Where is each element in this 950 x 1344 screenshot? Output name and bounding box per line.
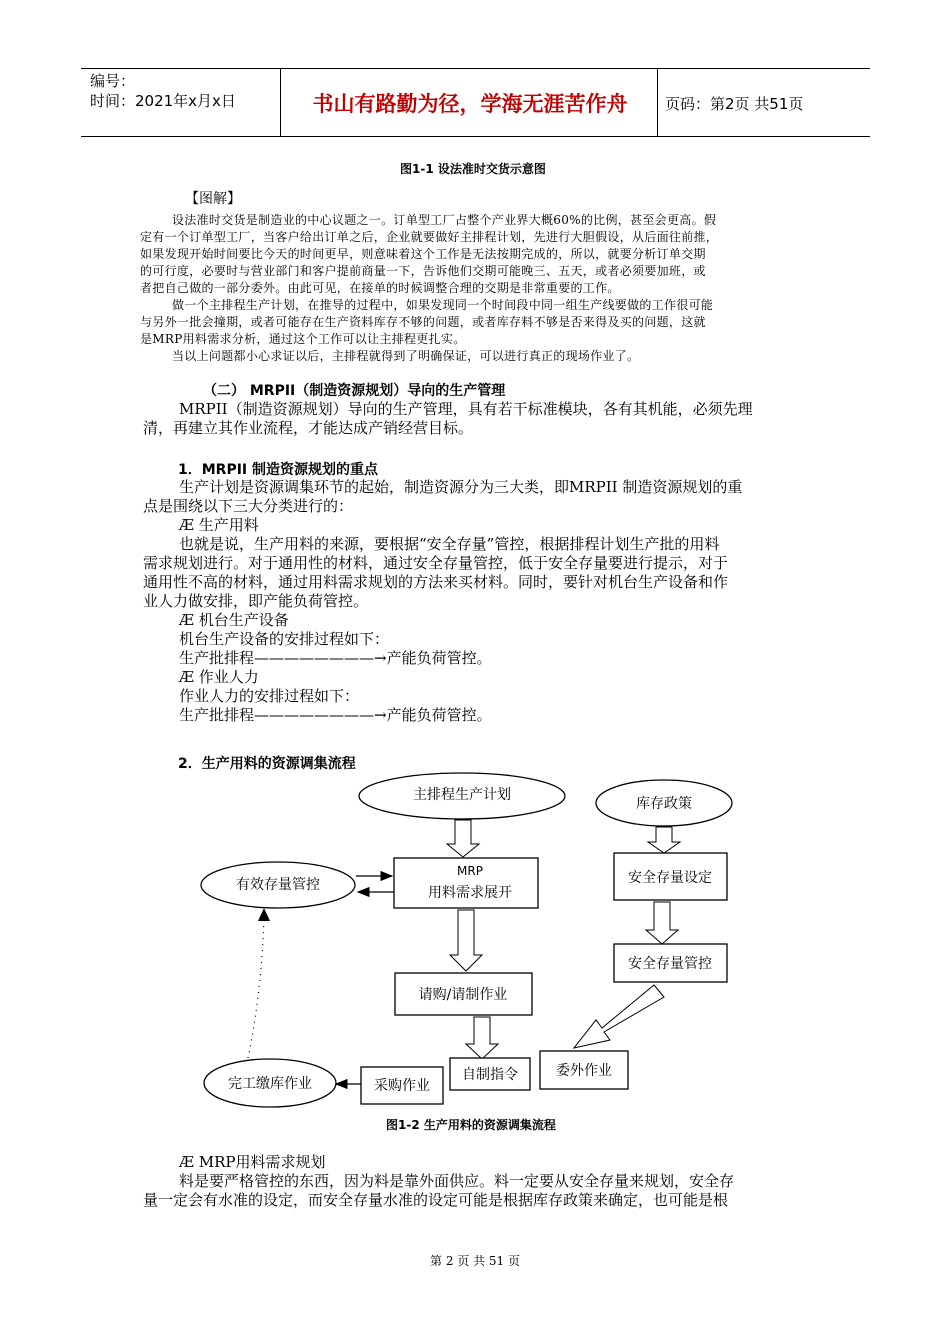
flow-arrow xyxy=(648,827,680,853)
explain-line: 定有一个订单型工厂，当客户给出订单之后，企业就要做好主排程计划，先进行大胆假设，从后面往前推， xyxy=(140,230,719,244)
completion-label: 完工缴库作业 xyxy=(228,1076,312,1092)
explain-line: 与另外一批会撞期，或者可能存在生产资料库存不够的问题，或者库存料不够是否来得及买的问题，这就 xyxy=(140,315,706,329)
explain-line: 设法准时交货是制造业的中心议题之一。订单型工厂占整个产业界大概60%的比例，甚至会更高。假 xyxy=(172,213,717,227)
mrp-label: MRP xyxy=(457,864,483,878)
section-heading: （二） MRPII（制造资源规划）导向的生产管理 xyxy=(203,383,506,399)
body-line: 业人力做安排，即产能负荷管控。 xyxy=(143,592,369,610)
flow-arrow xyxy=(447,820,479,857)
explain-line: 者把自己做的一部分委外。由此可见，在接单的时候调整合理的交期是非常重要的工作。 xyxy=(140,281,620,295)
intro-line: MRPII（制造资源规划）导向的生产管理，具有若干标准模块，各有其机能，必须先理 xyxy=(179,400,753,418)
subsection-body xyxy=(143,478,833,725)
explain-line: 如果发现开始时间要比今天的时间更早，则意味着这个工作是无法按期完成的，所以，就要分析订单交期 xyxy=(140,247,706,261)
intro-line: 清，再建立其作业流程，才能达成产销经营目标。 xyxy=(143,419,474,437)
master-plan-label: 主排程生产计划 xyxy=(413,787,511,803)
figure-caption: 图1-2 生产用料的资源调集流程 xyxy=(386,1118,556,1132)
page-footer: 第 2 页 共 51 页 xyxy=(430,1254,520,1268)
figure-caption: 图1-1 设法准时交货示意图 xyxy=(400,162,546,176)
body-line: 需求规划进行。对于通用性的材料，通过安全存量管控，低于安全存量要进行提示，对于 xyxy=(143,554,729,572)
flow-arrow xyxy=(646,902,678,944)
body-line: 机台生产设备的安排过程如下： xyxy=(179,630,390,648)
explain-line: 的可行度，必要时与营业部门和客户提前商量一下，告诉他们交期可能晚三、五天，或者必须要加班，或 xyxy=(140,264,706,278)
inventory-policy-label: 库存政策 xyxy=(636,796,692,812)
bullet-item: Æ 作业人力 xyxy=(179,668,259,686)
effective-stock-label: 有效存量管控 xyxy=(236,877,320,893)
flow-feedback-line xyxy=(248,915,264,1058)
flow-arrow xyxy=(258,908,270,921)
body-line: 生产计划是资源调集环节的起始，制造资源分为三大类，即MRPII 制造资源规划的重 xyxy=(179,478,743,496)
purchasing-label: 采购作业 xyxy=(374,1078,430,1094)
bullet-item: Æ 机台生产设备 xyxy=(179,611,289,629)
header-motto: 书山有路勤为径，学海无涯苦作舟 xyxy=(312,92,628,116)
purchase-request-label: 请购/请制作业 xyxy=(418,987,508,1003)
flow-arrow xyxy=(450,910,482,971)
safety-control-label: 安全存量管控 xyxy=(628,956,712,972)
header-divider xyxy=(657,68,658,136)
body-line: 作业人力的安排过程如下： xyxy=(179,687,360,705)
flow-arrow xyxy=(574,985,664,1048)
body-line: 量一定会有水准的设定，而安全存量水准的设定可能是根据库存政策来确定，也可能是根 xyxy=(143,1191,729,1209)
explain-line: 做一个主排程生产计划，在推导的过程中，如果发现同一个时间段中同一组生产线要做的工作很可能 xyxy=(172,298,714,312)
document-number: 编号： xyxy=(90,72,136,90)
body-line: 点是围绕以下三大分类进行的： xyxy=(143,497,354,515)
flow-diagram xyxy=(0,770,950,1110)
mrp-label: 用料需求展开 xyxy=(428,885,512,901)
subsection-heading: 2．生产用料的资源调集流程 xyxy=(178,756,356,772)
explain-title: 【图解】 xyxy=(185,191,241,207)
explain-line: 是MRP用料需求分析，通过这个工作可以让主排程更扎实。 xyxy=(140,332,466,346)
mrp-section xyxy=(143,1153,833,1210)
flow-arrow xyxy=(466,1017,498,1059)
section-intro xyxy=(143,400,823,438)
explain-line: 当以上问题都小心求证以后，主排程就得到了明确保证，可以进行真正的现场作业了。 xyxy=(172,349,640,363)
body-line: 料是要严格管控的东西，因为料是靠外面供应。料一定要从安全存量来规划，安全存 xyxy=(179,1172,735,1190)
bullet-item: Æ MRP用料需求规划 xyxy=(179,1153,326,1171)
explain-paragraph xyxy=(140,212,820,365)
body-line: 也就是说，生产用料的来源，要根据“安全存量”管控，根据排程计划生产批的用料 xyxy=(179,535,720,553)
body-line: 生产批排程————————→产能负荷管控。 xyxy=(179,706,492,724)
header-divider xyxy=(280,68,281,136)
outsourcing-label: 委外作业 xyxy=(556,1063,612,1079)
document-date: 时间：2021年x月x日 xyxy=(90,92,236,110)
body-line: 生产批排程————————→产能负荷管控。 xyxy=(179,649,492,667)
page-info: 页码：第2页 共51页 xyxy=(665,95,804,113)
self-order-label: 自制指令 xyxy=(462,1067,518,1083)
safety-setting-label: 安全存量设定 xyxy=(628,870,712,886)
body-line: 通用性不高的材料，通过用料需求规划的方法来买材料。同时，要针对机台生产设备和作 xyxy=(143,573,729,591)
bullet-item: Æ 生产用料 xyxy=(179,516,259,534)
subsection-heading: 1．MRPII 制造资源规划的重点 xyxy=(178,462,379,478)
